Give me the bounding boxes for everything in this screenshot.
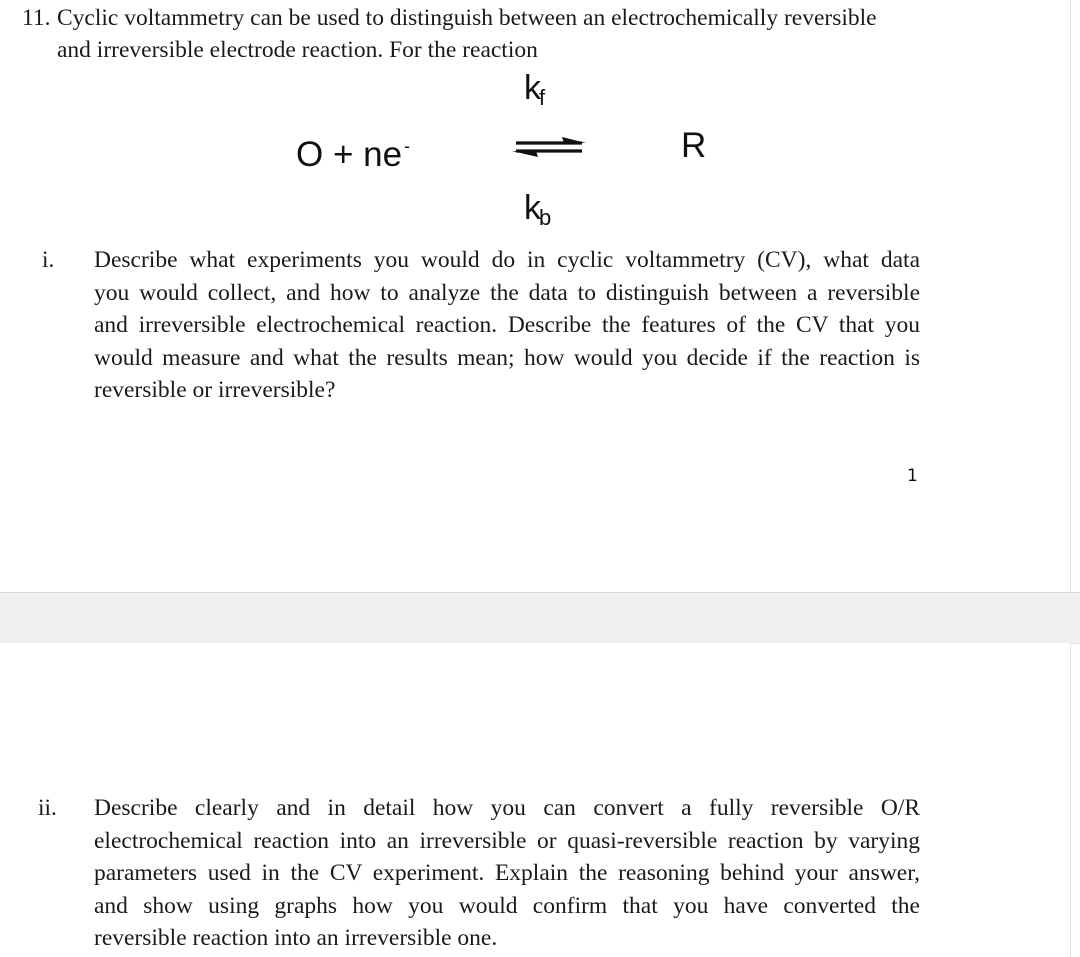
part-ii-label: ii.	[38, 795, 57, 821]
reaction-reactants: O + ne -	[296, 135, 411, 174]
question-intro-line-2: and irreversible electrode reaction. For the reaction	[57, 37, 538, 63]
forward-rate-constant: $k_f$	[524, 69, 546, 110]
part-i-label: i.	[42, 247, 55, 273]
document-page-2	[0, 643, 1071, 957]
part-i-line: you would collect, and how to analyze the data to distinguish between a reversible	[94, 279, 920, 306]
part-i-line: would measure and what the results mean; how would you decide if the reaction is	[94, 344, 920, 371]
backward-rate-constant: $k_b$	[524, 189, 552, 230]
page-separator	[0, 592, 1080, 644]
part-ii-line: Describe clearly and in detail how you can convert a fully reversible O/R	[94, 795, 920, 821]
page-number: 1	[907, 466, 918, 486]
question-number: 11.	[22, 5, 51, 31]
part-ii-line: reversible reaction into an irreversible one.	[94, 925, 498, 952]
equilibrium-arrows-icon	[512, 136, 588, 158]
part-i-text	[94, 244, 920, 407]
question-intro-line-1: Cyclic voltammetry can be used to distinguish between an electrochemically reversible	[57, 5, 877, 31]
part-ii-line: parameters used in the CV experiment. Explain the reasoning behind your answer,	[94, 860, 920, 887]
part-i-line: reversible or irreversible?	[94, 377, 336, 404]
part-i-line: Describe what experiments you would do in cyclic voltammetry (CV), what data	[94, 247, 920, 273]
reaction-product: R	[681, 126, 707, 165]
part-ii-line: electrochemical reaction into an irreversible or quasi-reversible reaction by varying	[94, 827, 920, 854]
part-i-line: and irreversible electrochemical reaction. Describe the features of the CV that you	[94, 312, 920, 339]
part-ii-text	[94, 792, 920, 955]
part-ii-line: and show using graphs how you would confirm that you have converted the	[94, 892, 920, 919]
